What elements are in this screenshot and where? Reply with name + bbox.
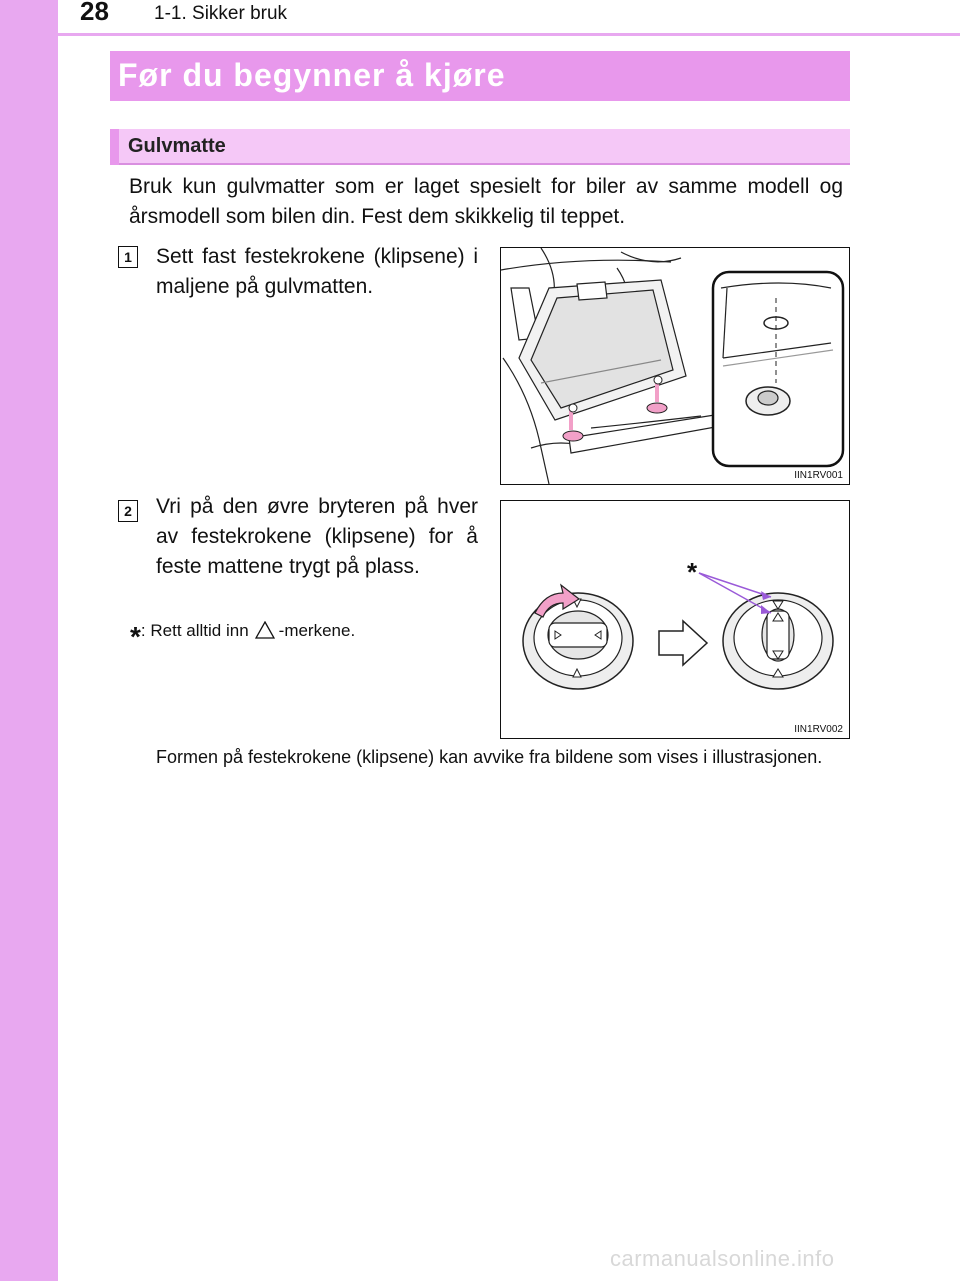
clip-rotation-illustration xyxy=(501,501,849,738)
figure-clip-rotation xyxy=(500,500,850,739)
note-colon: : xyxy=(140,621,146,640)
step-2-text: Vri på den øvre bryteren på hver av festekrokene (klipsene) for å feste mattene trygt på plass. xyxy=(156,495,478,578)
page-number: 28 xyxy=(80,0,109,26)
step-2-badge: 2 xyxy=(118,500,138,522)
figure-2-asterisk: * xyxy=(687,557,698,587)
note-alignment xyxy=(130,621,355,653)
figure-1-code: IIN1RV001 xyxy=(794,470,843,481)
note-text-before: Rett alltid inn xyxy=(150,621,249,640)
triangle-mark-icon xyxy=(255,621,275,644)
header-rule xyxy=(58,33,960,36)
note-asterisk: * xyxy=(130,621,141,652)
subsection-accent xyxy=(110,129,119,165)
subsection-banner xyxy=(110,129,850,165)
figure-2-code: IIN1RV002 xyxy=(794,724,843,735)
page-title: Før du begynner å kjøre xyxy=(118,57,506,93)
figure-floor-mat xyxy=(500,247,850,485)
running-head: 1-1. Sikker bruk xyxy=(154,3,288,24)
step-1-text: Sett fast festekrokene (klipsene) i maljene på gulvmatten. xyxy=(156,245,478,298)
title-banner xyxy=(110,51,850,101)
step-1-badge: 1 xyxy=(118,246,138,268)
side-color-bar xyxy=(0,0,58,1281)
footnote-text: Formen på festekrokene (klipsene) kan avvike fra bildene som vises i illustrasjonen. xyxy=(156,747,823,767)
note-text-after: -merkene. xyxy=(278,621,356,640)
intro-paragraph: Bruk kun gulvmatter som er laget spesielt for biler av samme modell og årsmodell som bilen din. Fest dem skikkelig til teppet. xyxy=(129,175,843,228)
floor-mat-illustration xyxy=(501,248,849,484)
subsection-title: Gulvmatte xyxy=(128,135,226,157)
watermark: carmanualsonline.info xyxy=(610,1246,835,1271)
